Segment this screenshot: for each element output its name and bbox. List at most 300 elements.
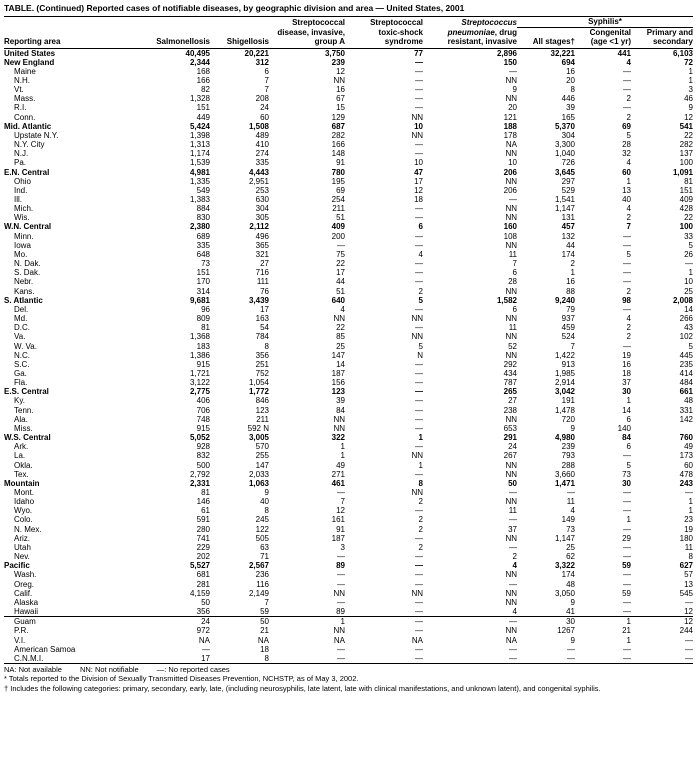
table-row <box>4 580 693 589</box>
row-value: 2 <box>512 552 517 562</box>
table-row <box>4 488 693 497</box>
row-value: 592 N <box>247 423 269 433</box>
row-value: 5 <box>418 341 423 351</box>
row-area-label: N.C. <box>14 350 30 360</box>
row-value: — <box>415 653 423 663</box>
row-area-label: Conn. <box>14 112 36 122</box>
row-value: — <box>415 423 423 433</box>
row-value: 188 <box>503 121 517 131</box>
row-value: 187 <box>331 533 345 543</box>
row-value: 23 <box>684 515 693 525</box>
row-area-label: Ind. <box>14 185 28 195</box>
data-table <box>4 49 693 663</box>
row-value: NA <box>505 140 517 150</box>
row-value: — <box>623 497 631 507</box>
row-value: 44 <box>566 240 575 250</box>
table-row <box>4 131 693 140</box>
row-value: 81 <box>201 323 210 333</box>
row-value: 2 <box>626 213 631 223</box>
row-value: 59 <box>622 561 631 571</box>
row-value: 62 <box>566 552 575 562</box>
row-area-label: Iowa <box>14 240 31 250</box>
row-area-label: Vt. <box>14 85 24 95</box>
row-value: 166 <box>331 140 345 150</box>
row-value: — <box>623 75 631 85</box>
row-value: NN <box>333 414 345 424</box>
row-value: 928 <box>196 442 210 452</box>
row-value: NN <box>505 176 517 186</box>
table-row <box>4 305 693 314</box>
row-value: 265 <box>503 387 517 397</box>
row-value: 2 <box>626 286 631 296</box>
row-value: 16 <box>566 277 575 287</box>
row-value: 52 <box>508 341 517 351</box>
row-value: 10 <box>414 121 423 131</box>
strep-a-header-line3: group A <box>314 37 345 46</box>
table-row <box>4 561 693 570</box>
row-value: 208 <box>255 94 269 104</box>
row-value: 1,541 <box>554 195 575 204</box>
row-value: 254 <box>331 195 345 204</box>
row-value: 25 <box>566 542 575 552</box>
row-value: 291 <box>503 433 517 443</box>
row-value: NN <box>505 240 517 250</box>
footnote-star: * Totals reported to the Division of Sexually Transmitted Diseases Prevention, NCHSTP, as of May 3, 2002. <box>4 674 359 684</box>
salmonellosis-header: Salmonellosis <box>156 37 210 46</box>
row-value: 18 <box>414 195 423 204</box>
row-value: 809 <box>196 314 210 324</box>
row-value: 191 <box>561 396 575 406</box>
row-value: 28 <box>508 277 517 287</box>
row-value: — <box>345 617 423 627</box>
row-value: 238 <box>503 405 517 415</box>
row-value: 2 <box>626 94 631 104</box>
row-area-label: V.I. <box>14 635 26 645</box>
row-value: 1,383 <box>189 195 210 204</box>
row-value: 77 <box>414 48 423 58</box>
row-value: 2 <box>418 524 423 534</box>
row-value: 25 <box>684 286 693 296</box>
row-value: 89 <box>336 607 345 617</box>
row-value: — <box>623 304 631 314</box>
syphilis-header: Syphilis* <box>517 17 693 27</box>
row-value: 478 <box>679 469 693 479</box>
row-value: 706 <box>196 405 210 415</box>
row-value: 661 <box>679 387 693 397</box>
row-value: 206 <box>503 185 517 195</box>
row-value: 244 <box>679 626 693 636</box>
row-value: 11 <box>684 542 693 552</box>
row-value: — <box>415 277 423 287</box>
row-value: — <box>415 359 423 369</box>
row-value: 689 <box>196 231 210 241</box>
row-value: 9 <box>570 423 575 433</box>
row-area-label: N.Y. City <box>14 140 45 150</box>
row-value: NN <box>505 460 517 470</box>
row-value: 846 <box>255 396 269 406</box>
row-value: NA <box>198 635 210 645</box>
row-value: 9 <box>688 103 693 113</box>
row-value: 48 <box>684 396 693 406</box>
table-row <box>4 94 693 103</box>
table-row <box>4 442 693 451</box>
row-value: NN <box>505 469 517 479</box>
row-value: 1,772 <box>248 387 269 397</box>
row-value: 54 <box>260 323 269 333</box>
table-row <box>4 177 693 186</box>
row-value: 161 <box>331 515 345 525</box>
row-value: 1,040 <box>554 149 575 159</box>
row-value: 793 <box>561 451 575 461</box>
row-value: — <box>415 57 423 67</box>
row-value: 17 <box>336 268 345 278</box>
row-value: — <box>337 579 345 589</box>
footer-rule <box>4 663 693 664</box>
row-value: 1,174 <box>189 149 210 159</box>
row-value: 239 <box>561 442 575 452</box>
table-row <box>4 415 693 424</box>
row-value: 5,424 <box>189 121 210 131</box>
row-value: 787 <box>503 378 517 388</box>
row-value: — <box>415 442 423 452</box>
table-row <box>4 406 693 415</box>
row-value: 4,980 <box>554 433 575 443</box>
table-row <box>4 552 693 561</box>
row-value: 8 <box>264 653 269 663</box>
row-value: 406 <box>196 396 210 406</box>
row-value: 236 <box>255 570 269 580</box>
row-value: NN <box>505 332 517 342</box>
row-area-label: Oreg. <box>14 579 35 589</box>
row-value: NN <box>505 314 517 324</box>
row-value: 63 <box>260 542 269 552</box>
row-value: 245 <box>255 515 269 525</box>
row-value: 1 <box>418 460 423 470</box>
row-value: 1,721 <box>189 368 210 378</box>
row-area-label: Alaska <box>14 597 39 607</box>
row-area-label: Del. <box>14 304 29 314</box>
row-value: 20 <box>566 75 575 85</box>
row-value: 137 <box>679 149 693 159</box>
row-value: 314 <box>196 286 210 296</box>
row-area-label: Kans. <box>14 286 35 296</box>
row-value: 25 <box>336 341 345 351</box>
row-value: 780 <box>331 167 345 177</box>
row-value: — <box>415 213 423 223</box>
table-row <box>4 369 693 378</box>
row-value: 27 <box>260 259 269 269</box>
row-value: NN <box>333 588 345 598</box>
row-value: 98 <box>622 295 631 305</box>
row-value: — <box>623 607 631 617</box>
row-value: 6 <box>512 304 517 314</box>
row-value: NN <box>333 626 345 636</box>
row-value: 3,439 <box>248 295 269 305</box>
row-area-label: Ill. <box>14 195 22 204</box>
row-value: — <box>623 542 631 552</box>
row-value: 60 <box>622 167 631 177</box>
row-area-label: New England <box>4 57 55 67</box>
table-row <box>4 424 693 433</box>
row-value: 88 <box>566 286 575 296</box>
row-value: 937 <box>561 314 575 324</box>
legend-na: NA: Not available <box>4 664 62 674</box>
all-stages-header: All stages† <box>532 37 575 46</box>
table-row <box>4 570 693 579</box>
row-value: 681 <box>196 570 210 580</box>
row-value: 5 <box>626 249 631 259</box>
row-value: NN <box>411 314 423 324</box>
row-value: 160 <box>503 222 517 232</box>
strep-tss-header-line2: toxic-shock <box>378 27 423 37</box>
row-value: 4,981 <box>189 167 210 177</box>
row-value: 694 <box>561 57 575 67</box>
legend <box>4 665 693 675</box>
row-value: 1,063 <box>248 478 269 488</box>
row-value: 43 <box>684 323 693 333</box>
row-value: 60 <box>684 460 693 470</box>
row-value: 49 <box>336 460 345 470</box>
row-value: 4 <box>626 57 631 67</box>
row-value: 1,471 <box>554 478 575 488</box>
table-row <box>4 626 693 635</box>
row-value: 51 <box>336 286 345 296</box>
table-row <box>4 433 693 442</box>
row-value: 57 <box>684 570 693 580</box>
row-value: — <box>202 644 210 654</box>
table-row <box>4 342 693 351</box>
row-area-label: Hawaii <box>14 607 39 617</box>
row-value: 20,221 <box>244 48 269 58</box>
row-value: 524 <box>561 332 575 342</box>
row-value: 28 <box>622 140 631 150</box>
row-value: 591 <box>196 515 210 525</box>
row-value: — <box>337 240 345 250</box>
row-value: NN <box>505 204 517 214</box>
table-row <box>4 58 693 67</box>
row-area-label: Wyo. <box>14 506 33 516</box>
table-row <box>4 654 693 663</box>
row-value: — <box>337 488 345 497</box>
row-value: 489 <box>255 130 269 140</box>
row-value: 51 <box>336 213 345 223</box>
row-value: 304 <box>255 204 269 214</box>
row-value: 75 <box>336 249 345 259</box>
row-value: — <box>415 579 423 589</box>
row-value: 496 <box>255 231 269 241</box>
row-value: — <box>415 94 423 104</box>
row-area-label: W.N. Central <box>4 222 52 232</box>
row-value: 11 <box>508 323 517 333</box>
row-value: 4 <box>340 304 345 314</box>
row-value: 630 <box>255 195 269 204</box>
row-value: 60 <box>260 112 269 122</box>
row-value: 26 <box>684 249 693 259</box>
row-value: 14 <box>622 405 631 415</box>
row-value: — <box>685 644 693 654</box>
row-area-label: Tenn. <box>14 405 34 415</box>
table-row <box>4 360 693 369</box>
row-value: — <box>685 635 693 645</box>
row-value: 3,300 <box>554 140 575 150</box>
row-value: — <box>623 103 631 113</box>
row-value: NN <box>505 414 517 424</box>
row-value: 726 <box>561 158 575 168</box>
row-area-label: Miss. <box>14 423 33 433</box>
row-value: 30 <box>517 617 575 627</box>
row-value: 170 <box>196 277 210 287</box>
row-value: 16 <box>336 85 345 95</box>
row-value: 147 <box>255 460 269 470</box>
row-area-label: Ark. <box>14 442 29 452</box>
row-value: 915 <box>196 423 210 433</box>
row-value: 292 <box>503 359 517 369</box>
row-value: 12 <box>684 112 693 122</box>
row-value: — <box>415 323 423 333</box>
row-value: — <box>623 277 631 287</box>
row-value: 7 <box>512 259 517 269</box>
row-area-label: Pacific <box>4 561 30 571</box>
row-value: 2,775 <box>189 387 210 397</box>
row-value: — <box>337 653 345 663</box>
row-value: 6,103 <box>672 48 693 58</box>
row-value: 84 <box>622 433 631 443</box>
row-value: 545 <box>679 588 693 598</box>
row-value: 335 <box>255 158 269 168</box>
row-value: 2,380 <box>189 222 210 232</box>
row-value: NA <box>257 635 269 645</box>
footnote-dagger: † Includes the following categories: primary, secondary, early, late, (including neurosyphilis, late latent, late with clinical manifestations, and unknown latent), and congenital syphilis. <box>4 683 601 693</box>
table-row <box>4 241 693 250</box>
table-row <box>4 598 693 607</box>
table-row <box>4 323 693 332</box>
row-value: 69 <box>622 121 631 131</box>
row-value: 282 <box>331 130 345 140</box>
row-value: 428 <box>679 204 693 214</box>
row-value: 4 <box>626 158 631 168</box>
row-value: 409 <box>679 195 693 204</box>
row-value: 2,344 <box>189 57 210 67</box>
row-value: 1 <box>575 617 631 627</box>
row-value: 168 <box>196 66 210 76</box>
row-area-label: Calif. <box>14 588 33 598</box>
row-value: 1,147 <box>554 204 575 214</box>
row-area-label: S.C. <box>14 359 30 369</box>
table-row <box>4 479 693 488</box>
row-value: 100 <box>679 158 693 168</box>
row-area-label: Guam <box>4 617 130 627</box>
row-value: 50 <box>210 617 269 627</box>
row-value: 183 <box>196 341 210 351</box>
reporting-area-header: Reporting area <box>4 37 61 46</box>
row-area-label: Mass. <box>14 94 36 104</box>
row-value: 2,033 <box>248 469 269 479</box>
row-value: 4 <box>570 506 575 516</box>
row-value: — <box>415 268 423 278</box>
table-row <box>4 49 693 58</box>
table-row <box>4 506 693 515</box>
row-value: 67 <box>336 94 345 104</box>
row-value: — <box>509 488 517 497</box>
row-value: 12 <box>414 185 423 195</box>
strep-a-header-line2: disease, invasive, <box>277 27 345 37</box>
row-area-label: Va. <box>14 332 26 342</box>
row-value: 174 <box>561 249 575 259</box>
row-value: 11 <box>508 249 517 259</box>
row-value: 356 <box>196 607 210 617</box>
row-value: 5 <box>626 130 631 140</box>
row-value: 9,240 <box>554 295 575 305</box>
table-row <box>4 158 693 167</box>
row-value: 1 <box>418 433 423 443</box>
row-value: 461 <box>331 478 345 488</box>
row-value: 22 <box>684 130 693 140</box>
row-value: 445 <box>679 350 693 360</box>
row-value: 71 <box>260 552 269 562</box>
row-value <box>631 424 693 433</box>
row-value: — <box>623 231 631 241</box>
row-area-label: Mont. <box>14 488 35 497</box>
row-value: 91 <box>336 524 345 534</box>
row-value: 266 <box>679 314 693 324</box>
row-value: 5 <box>688 240 693 250</box>
row-value: NN <box>505 588 517 598</box>
row-value: — <box>415 304 423 314</box>
row-value: 409 <box>331 222 345 232</box>
row-value: NN <box>333 314 345 324</box>
row-value: 305 <box>255 213 269 223</box>
row-value: 24 <box>508 442 517 452</box>
table-row <box>4 277 693 286</box>
row-value: — <box>623 451 631 461</box>
row-value: 9 <box>570 597 575 607</box>
row-value: 73 <box>622 469 631 479</box>
row-value: 414 <box>679 368 693 378</box>
row-value: NN <box>333 75 345 85</box>
row-value: 46 <box>684 94 693 104</box>
row-value: — <box>623 268 631 278</box>
table-row <box>4 76 693 85</box>
row-value: 76 <box>260 286 269 296</box>
row-value: 22 <box>336 323 345 333</box>
table-row <box>4 636 693 645</box>
row-value: 500 <box>196 460 210 470</box>
row-value: 274 <box>255 149 269 159</box>
row-value: 830 <box>196 213 210 223</box>
row-value: 7 <box>264 597 269 607</box>
row-value: 13 <box>684 579 693 589</box>
row-value: 3,660 <box>554 469 575 479</box>
row-value: 913 <box>561 359 575 369</box>
strep-pn-header-line2: pneumoniae, drug <box>447 27 517 37</box>
row-value: 44 <box>336 277 345 287</box>
row-value: 1,398 <box>189 130 210 140</box>
table-row <box>4 617 693 627</box>
table-row <box>4 140 693 149</box>
table-row <box>4 497 693 506</box>
row-value: 716 <box>255 268 269 278</box>
row-value: 648 <box>196 249 210 259</box>
row-value: 11 <box>508 506 517 516</box>
row-area-label: N. Mex. <box>14 524 42 534</box>
row-value: 151 <box>196 268 210 278</box>
row-value: 16 <box>622 359 631 369</box>
row-value: 27 <box>508 396 517 406</box>
row-area-label: American Samoa <box>14 644 76 654</box>
primary-header-line1: Primary and <box>646 27 693 37</box>
row-value: 149 <box>561 515 575 525</box>
row-value: 322 <box>331 433 345 443</box>
